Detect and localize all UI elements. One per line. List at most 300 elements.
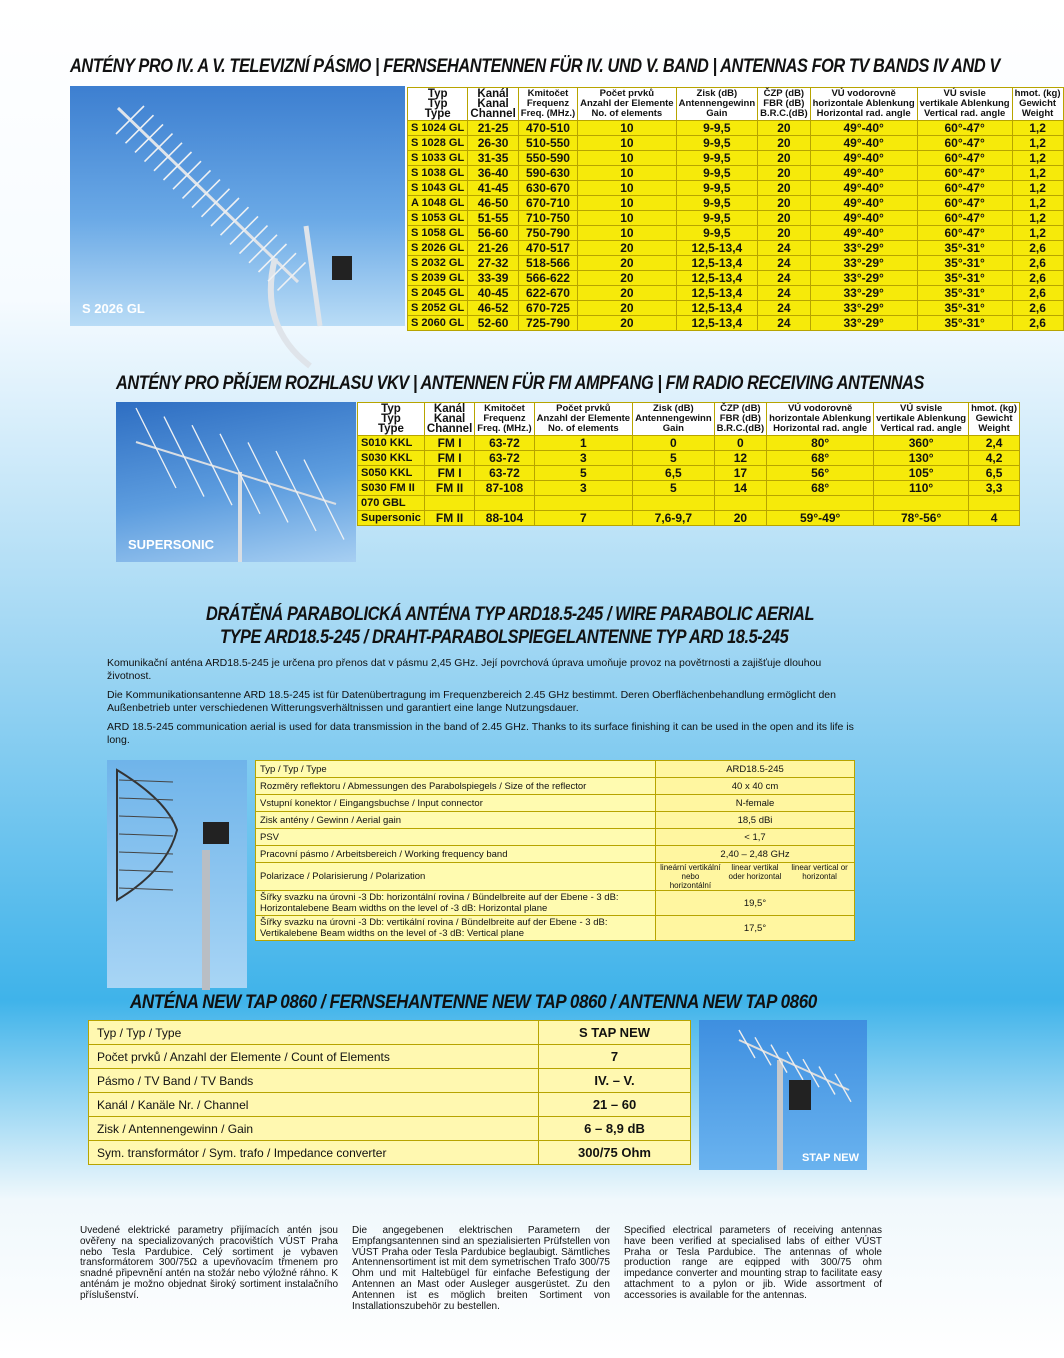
table-cell: 9-9,5: [676, 136, 758, 151]
table-cell: 5: [633, 451, 715, 466]
antenna-element: [304, 460, 344, 540]
header-line: Horizontal rad. angle: [773, 423, 868, 434]
table-cell: 070 GBL: [358, 496, 425, 511]
table-row: [408, 196, 1064, 211]
table-row: [408, 286, 1064, 301]
table-cell: 6,5: [969, 466, 1020, 481]
table-cell: [475, 496, 534, 511]
table-cell: FM I: [424, 451, 474, 466]
table-row: [408, 151, 1064, 166]
table-row: [256, 761, 855, 778]
heading-fm-antennas: ANTÉNY PRO PŘÍJEM ROZHLASU VKV | ANTENNEN FÜR FM AMPFANG | FM RADIO RECEIVING ANTENNAS: [116, 373, 924, 394]
header-line: VÚ svisle: [900, 403, 943, 414]
heading-parabolic-2: TYPE ARD18.5-245 / DRAHT-PARABOLSPIEGELANTENNE TYP ARD 18.5-245: [220, 627, 789, 648]
table-cell: 27-32: [468, 256, 518, 271]
spec-label: Vstupní konektor / Eingangsbuchse / Input connector: [256, 795, 656, 812]
table-cell: 9-9,5: [676, 211, 758, 226]
table-cell: 20: [758, 196, 811, 211]
table-cell: S 2060 GL: [408, 316, 468, 331]
header-line: Kanal: [433, 413, 466, 425]
table-cell: 7,6-9,7: [633, 511, 715, 526]
spec-label: Šířky svazku na úrovni -3 Db: horizontální rovina / Bündelbreite auf der Ebene - 3 dB: Horizontalebene Beam widths on the level of -3 dB: Horizontal plane: [256, 891, 656, 916]
table-cell: 9-9,5: [676, 226, 758, 241]
table-cell: 41-45: [468, 181, 518, 196]
table-cell: 80°: [767, 436, 874, 451]
antenna-element: [276, 451, 316, 531]
header-line: Kanál: [433, 403, 466, 415]
table-cell: FM II: [424, 481, 474, 496]
table-cell: 24: [758, 316, 811, 331]
table-cell: 20: [578, 286, 676, 301]
header-line: Kmitočet: [484, 403, 525, 414]
spec-value: S TAP NEW: [539, 1021, 691, 1045]
reflector-wire: [119, 798, 173, 800]
spec-value: 21 – 60: [539, 1093, 691, 1117]
table-cell: 20: [758, 226, 811, 241]
photo-label: STAP NEW: [801, 1152, 859, 1164]
table-cell: [969, 496, 1020, 511]
antenna-element: [787, 1052, 803, 1080]
spec-label: Typ / Typ / Type: [256, 761, 656, 778]
table-row: [256, 891, 855, 916]
column-header: [969, 403, 1020, 436]
table-cell: 60°-47°: [917, 121, 1012, 136]
table-cell: 20: [758, 181, 811, 196]
table-cell: [424, 496, 474, 511]
table-cell: 33-39: [468, 271, 518, 286]
header-line: VÚ vodorovně: [831, 88, 896, 99]
spec-value: [656, 863, 855, 891]
table-cell: 2,6: [1012, 316, 1063, 331]
header-line: Kmitočet: [527, 88, 569, 99]
table-cell: 56-60: [468, 226, 518, 241]
table-cell: 88-104: [475, 511, 534, 526]
table-cell: 1,2: [1012, 181, 1063, 196]
table-cell: 24: [758, 241, 811, 256]
header-line: horizontale Ablenkung: [769, 413, 872, 424]
table-cell: 10: [578, 166, 676, 181]
table-cell: 60°-47°: [917, 166, 1012, 181]
table-row: [256, 863, 855, 891]
header-line: No. of elements: [547, 423, 619, 434]
table-cell: 63-72: [475, 451, 534, 466]
header-line: Weight: [1021, 108, 1054, 119]
table-row: [408, 226, 1064, 241]
spec-value: ARD18.5-245: [656, 761, 855, 778]
photo-new-tap-antenna: [699, 1020, 867, 1170]
table-cell: S 1033 GL: [408, 151, 468, 166]
table-cell: 24: [758, 301, 811, 316]
table-cell: 750-790: [518, 226, 577, 241]
table-row: [256, 829, 855, 846]
table-cell: 470-510: [518, 121, 577, 136]
table-cell: 33°-29°: [810, 241, 917, 256]
header-line: Typ: [427, 98, 448, 110]
reflector-wire: [119, 852, 173, 854]
table-cell: 9-9,5: [676, 151, 758, 166]
table-cell: 12,5-13,4: [676, 241, 758, 256]
column-header: [917, 88, 1012, 121]
table-cell: 33°-29°: [810, 256, 917, 271]
header-line: Gewicht: [975, 413, 1013, 424]
table-cell: S 1043 GL: [408, 181, 468, 196]
table-cell: S 2026 GL: [408, 241, 468, 256]
table-cell: 10: [578, 121, 676, 136]
column-header: [468, 88, 518, 121]
table-cell: [534, 496, 632, 511]
table-cell: 49°-40°: [810, 166, 917, 181]
table-cell: 20: [714, 511, 767, 526]
table-cell: 110°: [874, 481, 969, 496]
table-cell: [633, 496, 715, 511]
table-cell: 518-566: [518, 256, 577, 271]
header-line: Kanal: [477, 98, 509, 110]
table-cell: 36-40: [468, 166, 518, 181]
header-line: ČZP (dB): [720, 403, 761, 414]
table-cell: 20: [578, 271, 676, 286]
header-line: Zisk (dB): [653, 403, 694, 414]
table-row: [358, 451, 1020, 466]
table-cell: 10: [578, 181, 676, 196]
table-cell: 35°-31°: [917, 301, 1012, 316]
table-cell: 3: [534, 481, 632, 496]
header-line: ČZP (dB): [763, 88, 805, 99]
fm-antenna-table: [357, 402, 1020, 526]
table-cell: 2,6: [1012, 286, 1063, 301]
table-row: [256, 795, 855, 812]
table-cell: 63-72: [475, 466, 534, 481]
table-row: [358, 481, 1020, 496]
paragraph-cz: Komunikační anténa ARD18.5-245 je určena pro přenos dat v pásmu 2,45 GHz. Její povrchová úprava umoňuje provoz na povětrnosti a zajišťuje dlouhou životnost.: [107, 657, 822, 682]
spec-value: 17,5°: [656, 916, 855, 941]
spec-value: 18,5 dBi: [656, 812, 855, 829]
antenna-element: [755, 1037, 771, 1065]
table-row: [408, 121, 1064, 136]
table-cell: 49°-40°: [810, 226, 917, 241]
table-cell: 60°-47°: [917, 136, 1012, 151]
spec-value: 19,5°: [656, 891, 855, 916]
spec-value: 40 x 40 cm: [656, 778, 855, 795]
table-cell: S 2039 GL: [408, 271, 468, 286]
table-row: [408, 316, 1064, 331]
table-cell: 20: [758, 151, 811, 166]
spec-label: Šířky svazku na úrovni -3 Db: vertikální rovina / Bündelbreite auf der Ebene - 3 dB: Vertikalebene Beam widths on the level of -3 dB: Vertical plane: [256, 916, 656, 941]
new-tap-antenna-illustration: [699, 1020, 867, 1170]
spec-value: 300/75 Ohm: [539, 1141, 691, 1165]
column-header: [424, 403, 474, 436]
table-cell: S 1028 GL: [408, 136, 468, 151]
spec-label: Zisk / Antennengewinn / Gain: [89, 1117, 539, 1141]
table-cell: [767, 496, 874, 511]
table-cell: 630-670: [518, 181, 577, 196]
tv-antenna-illustration: [70, 86, 405, 326]
table-row: [358, 496, 1020, 511]
table-cell: FM I: [424, 436, 474, 451]
table-cell: 35°-31°: [917, 286, 1012, 301]
table-cell: 5: [534, 466, 632, 481]
table-row: [256, 778, 855, 795]
footer-text-de: Die angegebenen elektrischen Parametern der Empfangsantennen sind an spezialisierten Prüfstellen von VÚST Praha oder Tesla Pardubice beglaubigt. Sämtliches Antennensortiment ist mit dem symetrischen Trafo 300/75 Ohm und mit Haltebügel für einfache Befestigung der Antennen an Mast oder Ausleger ausgerüstet. Zu den Antennen ist es möglich breiten Sortiment von Installationszubehör zu bestellen.: [352, 1225, 610, 1312]
table-row: [89, 1045, 691, 1069]
table-cell: 3: [534, 451, 632, 466]
table-cell: 1: [534, 436, 632, 451]
table-cell: 2,4: [969, 436, 1020, 451]
table-cell: 33°-29°: [810, 286, 917, 301]
table-row: [358, 466, 1020, 481]
spec-label: Počet prvků / Anzahl der Elemente / Count of Elements: [89, 1045, 539, 1069]
table-row: [408, 166, 1064, 181]
polarization-options: [660, 863, 850, 890]
reflector-wire: [119, 870, 173, 872]
table-row: [256, 812, 855, 829]
photo-label: S 2026 GL: [82, 301, 145, 316]
table-cell: 1,2: [1012, 136, 1063, 151]
column-header: [518, 88, 577, 121]
table-cell: 46-50: [468, 196, 518, 211]
table-cell: 725-790: [518, 316, 577, 331]
header-line: Počet prvků: [556, 403, 611, 414]
column-header: [714, 403, 767, 436]
table-cell: 2,6: [1012, 241, 1063, 256]
table-cell: 51-55: [468, 211, 518, 226]
table-cell: 4,2: [969, 451, 1020, 466]
polarization-option: linear vertical or horizontal: [791, 863, 848, 881]
table-cell: 52-60: [468, 316, 518, 331]
header-line: Zisk (dB): [696, 88, 738, 99]
header-row: [408, 88, 1064, 121]
column-header: [408, 88, 468, 121]
table-cell: S030 FM II: [358, 481, 425, 496]
table-row: [89, 1117, 691, 1141]
table-cell: 0: [633, 436, 715, 451]
table-cell: 360°: [874, 436, 969, 451]
table-cell: 5: [633, 481, 715, 496]
table-cell: [874, 496, 969, 511]
header-line: Typ: [427, 88, 448, 100]
spec-value: < 1,7: [656, 829, 855, 846]
table-row: [358, 511, 1020, 526]
table-row: [408, 241, 1064, 256]
spec-label: Typ / Typ / Type: [89, 1021, 539, 1045]
table-cell: 60°-47°: [917, 181, 1012, 196]
table-row: [408, 301, 1064, 316]
spec-value: 6 – 8,9 dB: [539, 1117, 691, 1141]
table-cell: 550-590: [518, 151, 577, 166]
parabolic-specs-table: [255, 760, 855, 941]
table-cell: 12,5-13,4: [676, 256, 758, 271]
header-line: Type: [377, 423, 404, 435]
table-cell: 4: [969, 511, 1020, 526]
table-cell: 60°-47°: [917, 151, 1012, 166]
table-row: [89, 1141, 691, 1165]
table-row: [408, 211, 1064, 226]
table-cell: 10: [578, 211, 676, 226]
header-line: Počet prvků: [599, 88, 655, 99]
table-cell: 510-550: [518, 136, 577, 151]
column-header: [578, 88, 676, 121]
header-line: Gain: [706, 108, 728, 119]
table-cell: 24: [758, 271, 811, 286]
column-header: [767, 403, 874, 436]
header-line: horizontale Ablenkung: [812, 98, 915, 109]
reflector-wire: [119, 816, 173, 818]
header-row: [358, 403, 1020, 436]
spec-value: IV. – V.: [539, 1069, 691, 1093]
reflector-wire: [119, 888, 173, 890]
table-row: [408, 256, 1064, 271]
table-cell: 1,2: [1012, 121, 1063, 136]
header-line: B.R.C.(dB): [760, 108, 808, 119]
table-cell: 0: [714, 436, 767, 451]
table-cell: 20: [758, 166, 811, 181]
photo-fm-antenna: [116, 402, 356, 562]
header-line: Anzahl der Elemente: [536, 413, 631, 424]
table-cell: 31-35: [468, 151, 518, 166]
table-cell: FM II: [424, 511, 474, 526]
spec-value: 7: [539, 1045, 691, 1069]
header-line: Gewicht: [1019, 98, 1057, 109]
table-cell: 49°-40°: [810, 136, 917, 151]
table-row: [408, 181, 1064, 196]
table-cell: A 1048 GL: [408, 196, 468, 211]
table-cell: 10: [578, 196, 676, 211]
table-cell: S 2032 GL: [408, 256, 468, 271]
column-header: [676, 88, 758, 121]
column-header: [810, 88, 917, 121]
spec-label: Polarizace / Polarisierung / Polarization: [256, 863, 656, 891]
table-cell: 17: [714, 466, 767, 481]
header-line: FBR (dB): [719, 413, 761, 424]
spec-label: Sym. transformátor / Sym. trafo / Impedance converter: [89, 1141, 539, 1165]
header-line: Kanál: [477, 88, 509, 100]
table-cell: S 1038 GL: [408, 166, 468, 181]
table-cell: 87-108: [475, 481, 534, 496]
antenna-element: [835, 1074, 851, 1102]
table-cell: 33°-29°: [810, 316, 917, 331]
table-cell: 670-710: [518, 196, 577, 211]
table-cell: 7: [534, 511, 632, 526]
header-line: vertikale Ablenkung: [876, 413, 967, 424]
table-cell: 60°-47°: [917, 211, 1012, 226]
header-line: VÚ svisle: [943, 88, 986, 99]
header-line: Antennengewinn: [635, 413, 712, 424]
table-cell: 12,5-13,4: [676, 301, 758, 316]
spec-value: N-female: [656, 795, 855, 812]
header-line: Frequenz: [483, 413, 526, 424]
table-cell: 470-517: [518, 241, 577, 256]
column-header: [358, 403, 425, 436]
table-cell: 670-725: [518, 301, 577, 316]
table-row: [89, 1021, 691, 1045]
table-cell: 12,5-13,4: [676, 271, 758, 286]
table-cell: 35°-31°: [917, 256, 1012, 271]
table-cell: 68°: [767, 451, 874, 466]
header-line: Antennengewinn: [678, 98, 756, 109]
new-tap-specs-table: [88, 1020, 691, 1165]
table-cell: 35°-31°: [917, 271, 1012, 286]
table-cell: 63-72: [475, 436, 534, 451]
column-header: [633, 403, 715, 436]
table-cell: 24: [758, 256, 811, 271]
column-header: [475, 403, 534, 436]
polarization-option: linear vertikal oder horizontal: [728, 863, 782, 881]
column-header: [758, 88, 811, 121]
table-cell: 710-750: [518, 211, 577, 226]
header-line: No. of elements: [591, 108, 663, 119]
table-cell: 9-9,5: [676, 121, 758, 136]
spec-label: Kanál / Kanäle Nr. / Channel: [89, 1093, 539, 1117]
antenna-element: [136, 408, 176, 488]
header-line: Type: [424, 108, 451, 120]
header-line: hmot. (kg): [1014, 88, 1061, 99]
table-cell: 6,5: [633, 466, 715, 481]
table-cell: FM I: [424, 466, 474, 481]
table-cell: 130°: [874, 451, 969, 466]
antenna-element: [739, 1030, 755, 1058]
spec-label: Rozměry reflektoru / Abmessungen des Parabolspiegels / Size of the reflector: [256, 778, 656, 795]
table-cell: 1,2: [1012, 211, 1063, 226]
spec-label: Pracovní pásmo / Arbeitsbereich / Working frequency band: [256, 846, 656, 863]
table-cell: 12,5-13,4: [676, 316, 758, 331]
table-cell: 20: [578, 316, 676, 331]
table-cell: [714, 496, 767, 511]
spec-label: PSV: [256, 829, 656, 846]
table-cell: 35°-31°: [917, 316, 1012, 331]
reflector-wire: [119, 834, 173, 836]
header-line: Freq. (MHz.): [477, 423, 532, 434]
table-cell: 60°-47°: [917, 226, 1012, 241]
photo-tv-antenna: [70, 86, 405, 326]
table-cell: 20: [578, 301, 676, 316]
table-cell: 40-45: [468, 286, 518, 301]
table-cell: 2,6: [1012, 256, 1063, 271]
table-row: [89, 1093, 691, 1117]
footer-text-cz: Uvedené elektrické parametry přijímacích antén jsou ověřeny na specializovaných pracovištích VÚST Praha nebo Tesla Pardubice. Celý sortiment je vybaven transformátorem 300/75Ω a upevňovacím třmenem pro snadné připevnění antén na stožár nebo výložné ráhno. K anténám je možno objednat široký sortiment instalačního příslušenství.: [80, 1225, 338, 1301]
table-cell: 12: [714, 451, 767, 466]
table-row: [256, 846, 855, 863]
reflector-wire: [119, 780, 173, 782]
header-line: Frequenz: [526, 98, 570, 109]
table-cell: S010 KKL: [358, 436, 425, 451]
table-cell: 9-9,5: [676, 196, 758, 211]
header-line: Gain: [662, 423, 684, 434]
header-line: Channel: [426, 423, 473, 435]
column-header: [874, 403, 969, 436]
paragraph-de: Die Kommunikationsantenne ARD 18.5-245 ist für Datenübertragung im Frequenzbereich 2.45 GHz bestimmt. Deren Oberflächenbehandlung ermöglicht den Außenbetrieb unter verschiedenen Witterungsverhältnissen und garantiert eine lange Nutzungsdauer.: [107, 689, 836, 714]
table-cell: 12,5-13,4: [676, 286, 758, 301]
antenna-element: [164, 417, 204, 497]
heading-new-tap: ANTÉNA NEW TAP 0860 / FERNSEHANTENNE NEW TAP 0860 / ANTENNA NEW TAP 0860: [130, 992, 817, 1013]
table-cell: 9-9,5: [676, 181, 758, 196]
table-cell: 78°-56°: [874, 511, 969, 526]
table-cell: 35°-31°: [917, 241, 1012, 256]
header-line: B.R.C.(dB): [716, 423, 765, 434]
table-cell: 24: [758, 286, 811, 301]
table-cell: 3,3: [969, 481, 1020, 496]
heading-parabolic-1: DRÁTĚNÁ PARABOLICKÁ ANTÉNA TYP ARD18.5-245 / WIRE PARABOLIC AERIAL: [206, 604, 815, 625]
antenna-element: [819, 1067, 835, 1095]
table-cell: 68°: [767, 481, 874, 496]
table-cell: S 1024 GL: [408, 121, 468, 136]
header-line: Weight: [978, 423, 1010, 434]
header-line: FBR (dB): [763, 98, 805, 109]
photo-parabolic-antenna: [107, 760, 247, 988]
table-cell: 46-52: [468, 301, 518, 316]
table-cell: 20: [578, 256, 676, 271]
table-cell: 26-30: [468, 136, 518, 151]
table-cell: 20: [758, 211, 811, 226]
table-cell: 590-630: [518, 166, 577, 181]
